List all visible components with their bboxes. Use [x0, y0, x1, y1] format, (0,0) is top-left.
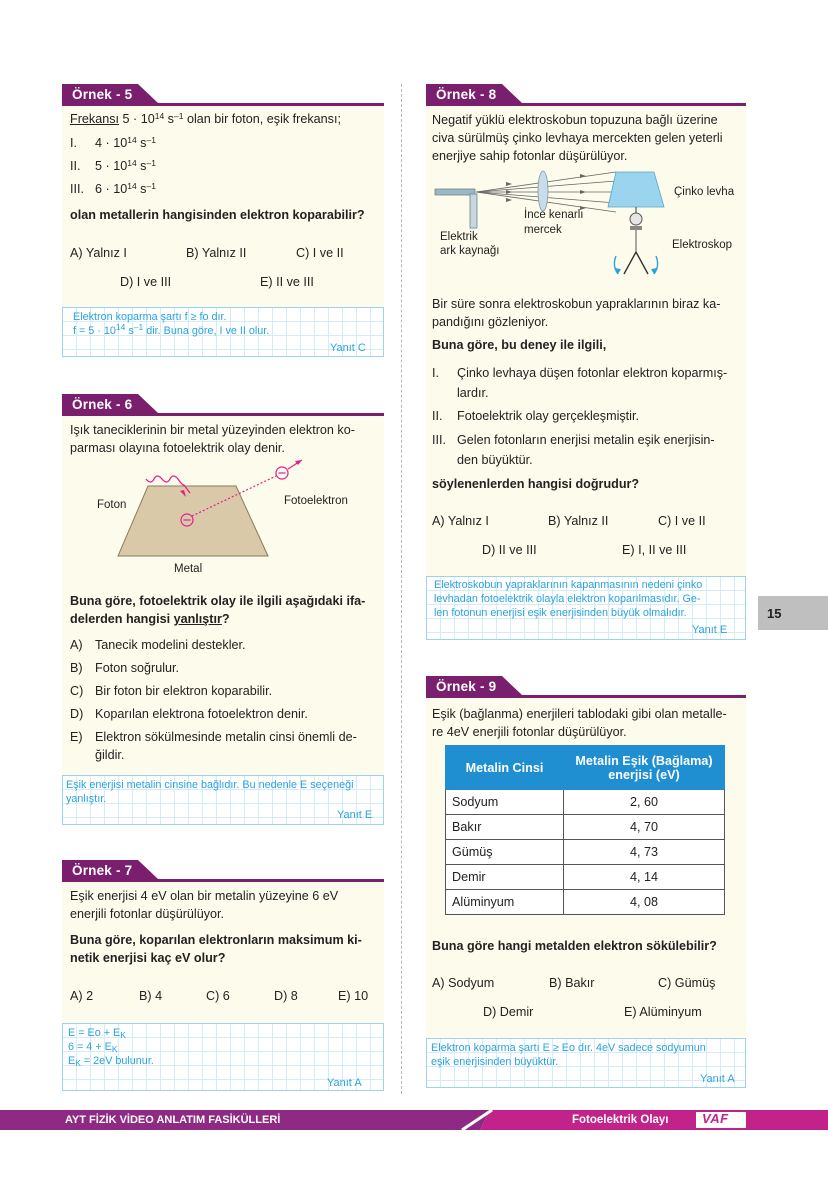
option-b[interactable]: B) Yalnız II	[186, 246, 247, 260]
ex5-item-1: I. $4 \cdot 10^{14}$ $s^{-1}$	[70, 135, 156, 150]
ex9-solution-line-2: eşik enerjisinden büyüktür.	[431, 1056, 559, 1068]
ex9-solution-line-1: Elektron koparma şartı E ≥ Eo dır. 4eV sadece sodyumun	[431, 1042, 706, 1054]
option-b[interactable]: B) Bakır	[549, 976, 595, 990]
ex6-intro-1: Işık taneciklerinin bir metal yüzeyinden elektron ko-	[70, 423, 355, 437]
example-9-label: Örnek - 9	[426, 676, 746, 698]
example-7-label: Örnek - 7	[62, 860, 384, 882]
ex8-question-2: söylenenlerden hangisi doğrudur?	[432, 477, 640, 491]
ex8-item-2: II. Fotoelektrik olay gerçekleşmiştir.	[432, 409, 639, 423]
footer-logo: VAF	[702, 1111, 729, 1126]
option-d[interactable]: D) 8	[274, 989, 298, 1003]
ex6-option-c[interactable]: C) Bir foton bir elektron koparabilir.	[70, 684, 273, 698]
option-e[interactable]: E) II ve III	[260, 275, 314, 289]
ex5-item-3: III. $6 \cdot 10^{14}$ $s^{-1}$	[70, 181, 156, 196]
ex7-question-2: netik enerjisi kaç eV olur?	[70, 951, 226, 965]
ex8-solution-line-3: len fotonun enerjisi eşik enerjisinden büyük olmalıdır.	[434, 607, 687, 619]
ex9-answer: Yanıt A	[700, 1073, 735, 1085]
ex8-intro-2: civa sürülmüş çinko levhaya mercekten gelen yeterli	[432, 131, 723, 145]
ex7-intro-2: enerjili fotonlar düşürülüyor.	[70, 907, 225, 921]
fig-label-arc-2: ark kaynağı	[440, 245, 500, 257]
fig-label-electroscope: Elektroskop	[672, 239, 733, 251]
ex9-question: Buna göre hangi metalden elektron sökülebilir?	[432, 939, 717, 953]
ex6-intro-2: parması olayına fotoelektrik olay denir.	[70, 441, 285, 455]
ex6-option-b[interactable]: B) Foton soğrulur.	[70, 661, 180, 675]
ex7-question-1: Buna göre, koparılan elektronların maksimum ki-	[70, 933, 362, 947]
ex5-intro: Frekansı $5 \cdot 10^{14}$ $s^{-1}$ olan bir foton, eşik frekansı;	[70, 111, 341, 126]
footer-right-title: Fotoelektrik Olayı	[572, 1114, 669, 1126]
option-a[interactable]: A) Yalnız I	[432, 514, 489, 528]
option-c[interactable]: C) I ve II	[658, 514, 706, 528]
table-row: Alüminyum 4, 08	[446, 890, 725, 915]
ex7-solution-line-3: $E_K = 2eV$ bulunur.	[68, 1055, 154, 1068]
ex6-option-a[interactable]: A) Tanecik modelini destekler.	[70, 638, 246, 652]
ex7-answer: Yanıt A	[327, 1077, 362, 1089]
table-row: Sodyum 2, 60	[446, 790, 725, 815]
ex6-solution-line-2: yanlıştır.	[66, 793, 107, 805]
ex5-solution-line-1: Elektron koparma şartı f ≥ fo dır.	[73, 311, 227, 323]
option-e[interactable]: E) 10	[338, 989, 369, 1003]
fig-label-arc-1: Elektrik	[440, 231, 478, 243]
ex6-question-1: Buna göre, fotoelektrik olay ile ilgili aşağıdaki ifa-	[70, 594, 366, 608]
fig-label-lens-1: İnce kenarlı	[524, 209, 584, 221]
ex6-answer: Yanıt E	[337, 809, 373, 821]
table-header-row	[446, 746, 725, 790]
ex9-intro-2: re 4eV enerjili fotonlar düşürülüyor.	[432, 725, 627, 739]
example-8-label: Örnek - 8	[426, 84, 746, 106]
option-a[interactable]: A) 2	[70, 989, 94, 1003]
option-a[interactable]: A) Yalnız I	[70, 246, 127, 260]
table-row: Gümüş 4, 73	[446, 840, 725, 865]
table-row: Bakır 4, 70	[446, 815, 725, 840]
ex8-answer: Yanıt E	[692, 624, 728, 636]
option-e[interactable]: E) I, II ve III	[622, 543, 687, 557]
ex8-observation-2: pandığını gözleniyor.	[432, 315, 549, 329]
fig-label-metal: Metal	[174, 563, 203, 575]
ex8-intro-1: Negatif yüklü elektroskobun topuzuna bağlı üzerine	[432, 113, 718, 127]
ex8-intro-3: enerjiye sahip fotonlar düşürülüyor.	[432, 149, 628, 163]
option-b[interactable]: B) 4	[139, 989, 163, 1003]
ex5-answer: Yanıt C	[330, 342, 366, 354]
fig-label-zinc-plate: Çinko levha	[674, 186, 735, 198]
option-d[interactable]: D) Demir	[483, 1005, 534, 1019]
ex7-intro-1: Eşik enerjisi 4 eV olan bir metalin yüzeyine 6 eV	[70, 889, 339, 903]
option-d[interactable]: D) II ve III	[482, 543, 537, 557]
option-d[interactable]: D) I ve III	[120, 275, 172, 289]
option-c[interactable]: C) 6	[206, 989, 230, 1003]
option-c[interactable]: C) Gümüş	[658, 976, 716, 990]
ex7-solution-line-2: $6 = 4 + E_K$	[68, 1041, 118, 1054]
ex8-solution-line-1: Elektroskobun yapraklarının kapanmasının nedeni çinko	[434, 579, 703, 591]
table-row: Demir 4, 14	[446, 865, 725, 890]
ex6-solution-line-1: Eşik enerjisi metalin cinsine bağlıdır. Bu nedenle E seçeneği	[66, 779, 354, 791]
page-number-tab: 15	[758, 596, 828, 630]
header-metal: Metalin Cinsi	[446, 746, 564, 790]
ex6-option-d[interactable]: D) Koparılan elektrona fotoelektron denir.	[70, 707, 308, 721]
ex8-item-1-cont: lardır.	[457, 386, 489, 400]
zinc-plate	[608, 172, 664, 207]
option-e[interactable]: E) Alüminyum	[624, 1005, 702, 1019]
fig-label-fotoelektron: Fotoelektron	[284, 495, 348, 507]
ex8-item-3-cont: den büyüktür.	[457, 453, 533, 467]
ex8-item-1: I. Çinko levhaya düşen fotonlar elektron koparmış-	[432, 366, 728, 380]
option-b[interactable]: B) Yalnız II	[548, 514, 609, 528]
ex6-question-2: delerden hangisi yanlıştır?	[70, 612, 230, 626]
ex6-option-e-cont: ğildir.	[95, 748, 125, 762]
arc-source-post	[470, 194, 477, 228]
option-a[interactable]: A) Sodyum	[432, 976, 495, 990]
photoelectric-figure	[62, 455, 384, 580]
ex9-intro-1: Eşik (bağlanma) enerjileri tablodaki gibi olan metalle-	[432, 707, 727, 721]
arc-source-bar	[435, 189, 475, 195]
ex6-option-e[interactable]: E) Elektron sökülmesinde metalin cinsi önemli de-	[70, 730, 357, 744]
ex5-question: olan metallerin hangisinden elektron koparabilir?	[70, 208, 365, 222]
lens	[538, 171, 548, 211]
ex8-observation-1: Bir süre sonra elektroskobun yapraklarının biraz ka-	[432, 297, 721, 311]
option-c[interactable]: C) I ve II	[296, 246, 344, 260]
ex8-question: Buna göre, bu deney ile ilgili,	[432, 338, 607, 352]
example-5-label: Örnek - 5	[62, 84, 384, 106]
ex7-solution-line-1: $E = Eo + E_K$	[68, 1027, 126, 1040]
ex5-item-2: II. $5 \cdot 10^{14}$ $s^{-1}$	[70, 158, 156, 173]
fig-label-foton: Foton	[97, 499, 127, 511]
ex8-item-3: III. Gelen fotonların enerjisi metalin eşik enerjisin-	[432, 433, 715, 447]
threshold-energy-table	[445, 745, 725, 915]
fig-label-lens-2: mercek	[524, 224, 562, 236]
electroscope-knob	[630, 213, 642, 225]
electroscope-figure	[426, 164, 746, 284]
ex8-solution-line-2: levhadan fotoelektrik olayla elektron koparılmasıdır. Ge-	[434, 593, 701, 605]
footer-left-title: AYT FİZİK VİDEO ANLATIM FASİKÜLLERİ	[65, 1114, 281, 1126]
column-divider	[401, 84, 402, 1094]
ex5-solution-line-2: $f = 5 \cdot 10^{14}$ $s^{-1}$ dir. Buna göre, I ve II olur.	[73, 322, 270, 337]
example-6-label: Örnek - 6	[62, 394, 384, 416]
header-energy: Metalin Eşik (Bağlama) enerjisi (eV)	[564, 746, 725, 790]
